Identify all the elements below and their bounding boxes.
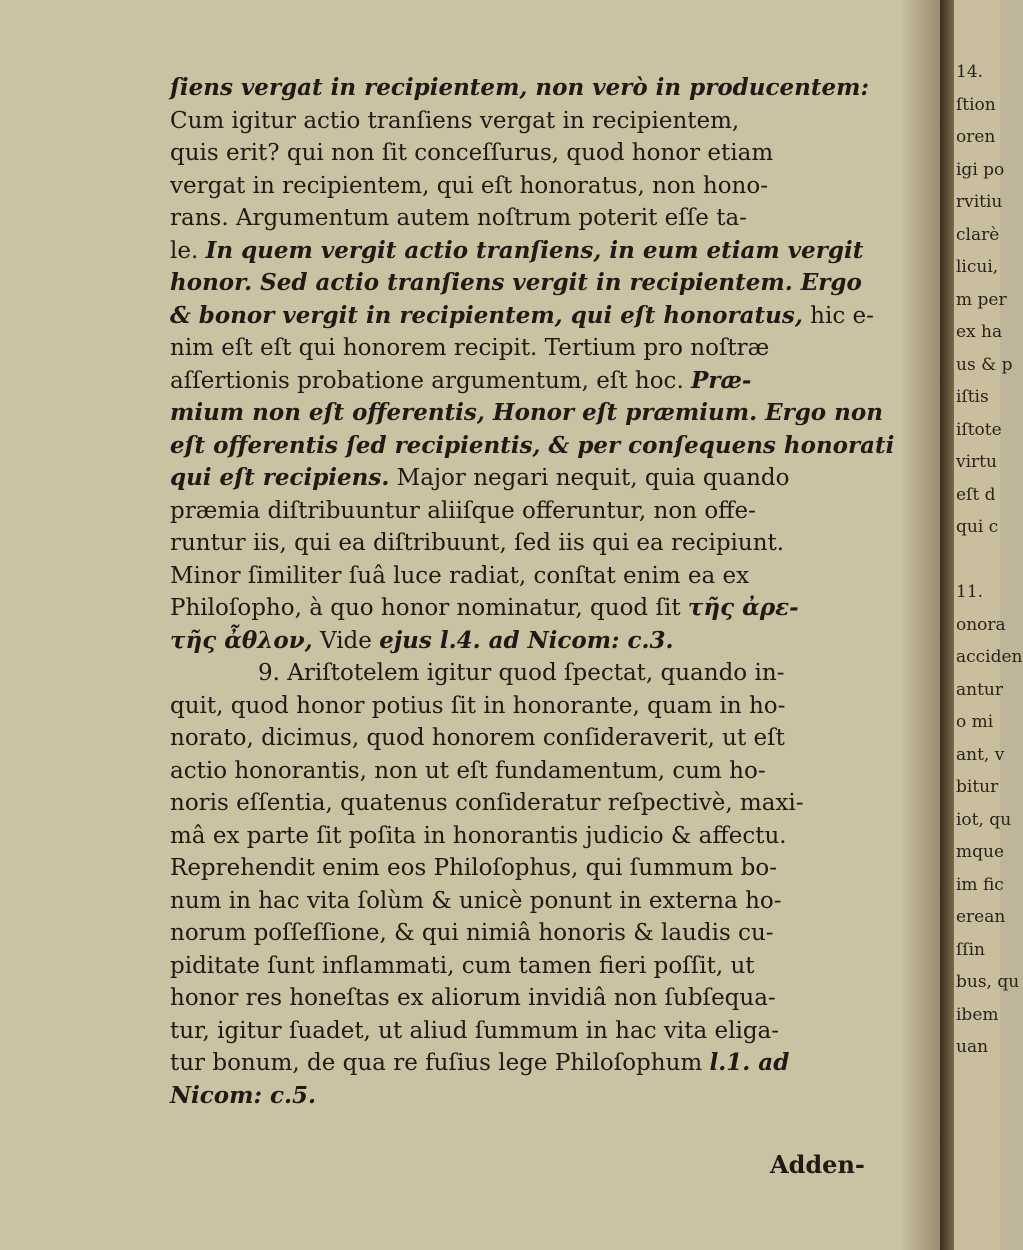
- facing-page-fragment: ibem: [956, 1004, 999, 1025]
- text-line: [170, 657, 882, 690]
- facing-page-fragment: eſt d: [956, 484, 996, 505]
- italic-segment: τῆς ἀρε-: [687, 594, 799, 621]
- text-segment: præmia diſtribuuntur aliiſque offeruntur, non offe-: [170, 497, 756, 524]
- text-segment: mâ ex parte ſit poſita in honorantis judicio & affectu.: [170, 822, 787, 849]
- text-line: [170, 1080, 882, 1113]
- text-line: [170, 625, 882, 658]
- facing-page-edge: [954, 0, 1023, 1250]
- italic-segment: ejus l.4. ad Nicom: c.3.: [379, 626, 674, 654]
- text-segment: quit, quod honor potius ſit in honorante, quam in ho-: [170, 692, 786, 719]
- italic-segment: τῆς ἆθλον,: [170, 626, 313, 654]
- facing-page-fragment: mque: [956, 842, 1005, 862]
- facing-page-fragment: iſtote: [956, 419, 1002, 440]
- text-line: [170, 527, 882, 560]
- text-segment: le.: [170, 237, 206, 264]
- text-line: [170, 235, 882, 268]
- text-segment: vergat in recipientem, qui eſt honoratus, non hono-: [170, 172, 768, 199]
- facing-page-fragment: rvitiu: [956, 192, 1003, 212]
- text-segment: num in hac vita ſolùm & unicè ponunt in externa ho-: [170, 887, 782, 914]
- italic-segment: ſiens vergat in recipientem, non verò in producentem:: [170, 74, 869, 101]
- text-line: [170, 1047, 882, 1080]
- facing-page-fragment: igi po: [956, 159, 1005, 180]
- facing-page-fragment: ex ha: [956, 322, 1003, 342]
- text-line: [170, 722, 882, 755]
- facing-page-fragment: im fic: [956, 874, 1004, 895]
- text-segment: Reprehendit enim eos Philoſophus, qui ſummum bo-: [170, 855, 778, 881]
- text-line: [170, 365, 882, 398]
- text-line: [170, 820, 882, 853]
- text-segment: Vide: [312, 627, 380, 654]
- text-line: [170, 430, 895, 463]
- italic-segment: honor. Sed actio tranſiens vergit in recipientem. Ergo: [170, 269, 862, 296]
- facing-page-fragment: licui,: [956, 257, 999, 277]
- facing-page-fragment: ant, v: [956, 744, 1005, 765]
- text-line: [170, 267, 882, 300]
- text-segment: runtur iis, qui ea diſtribuunt, ſed iis qui ea recipiunt.: [170, 530, 785, 556]
- text-line: [170, 982, 882, 1015]
- facing-page-fragment: us & p: [956, 354, 1013, 375]
- facing-page-fragment: 11.: [956, 582, 984, 602]
- text-line: [170, 397, 882, 430]
- text-segment: quis erit? qui non ſit conceſſurus, quod honor etiam: [170, 140, 774, 166]
- facing-page-fragment: acciden: [956, 647, 1023, 667]
- book-gutter: [940, 0, 954, 1250]
- italic-segment: mium non eſt offerentis, Honor eſt præmium. Ergo non: [170, 399, 883, 426]
- text-segment: 9. Ariſtotelem igitur quod ſpectat, quando in-: [258, 660, 785, 686]
- facing-page-fragment: clarè: [956, 224, 1000, 245]
- facing-page-fragment: oren: [956, 127, 996, 147]
- italic-segment: & bonor vergit in recipientem, qui eſt honoratus,: [170, 301, 803, 329]
- text-segment: nim eſt eſt qui honorem recipit. Tertium pro noſtræ: [170, 335, 770, 361]
- facing-page-fragment: iot, qu: [956, 809, 1012, 830]
- facing-page-fragment: 14.: [956, 62, 984, 82]
- text-line: [170, 787, 882, 820]
- facing-page-fragment: o mi: [956, 712, 994, 732]
- facing-page-fragment: virtu: [956, 452, 997, 472]
- text-line: [170, 885, 882, 918]
- text-line: [170, 495, 882, 528]
- italic-segment: Præ-: [691, 366, 752, 394]
- italic-segment: qui eſt recipiens.: [170, 464, 390, 491]
- text-line: [170, 462, 882, 495]
- facing-page-fragment: qui c: [956, 517, 999, 537]
- text-segment: Major negari nequit, quia quando: [389, 465, 790, 491]
- text-line: [170, 592, 882, 625]
- text-segment: norum poſſeſſione, & qui nimiâ honoris & laudis cu-: [170, 920, 774, 946]
- text-segment: tur, igitur ſuadet, ut aliud ſummum in hac vita eliga-: [170, 1017, 780, 1044]
- text-line: [170, 690, 882, 723]
- text-segment: honor res honeſtas ex aliorum invidiâ non ſubſequa-: [170, 985, 776, 1011]
- text-segment: rans. Argumentum autem noſtrum poterit eſſe ta-: [170, 205, 747, 231]
- facing-page-fragment: m per: [956, 289, 1007, 310]
- text-line: [170, 332, 882, 365]
- italic-segment: Nicom: c.5.: [170, 1081, 316, 1109]
- text-line: [170, 917, 882, 950]
- italic-segment: In quem vergit actio tranſiens, in eum etiam vergit: [205, 236, 864, 264]
- text-segment: hic e-: [802, 302, 874, 329]
- facing-page-fragment: ſſin: [956, 939, 985, 960]
- facing-page-fragment: erean: [956, 907, 1006, 927]
- main-text-block: [170, 72, 895, 1112]
- text-segment: noris eſſentia, quatenus conſideratur reſpectivè, maxi-: [170, 790, 804, 816]
- text-line: [170, 950, 882, 983]
- text-segment: norato, dicimus, quod honorem conſideraverit, ut eſt: [170, 725, 785, 751]
- text-segment: Cum igitur actio tranſiens vergat in recipientem,: [170, 107, 740, 134]
- text-line: [170, 72, 882, 105]
- italic-segment: l.1. ad: [709, 1049, 790, 1076]
- catchword: Adden-: [770, 1150, 865, 1179]
- text-line: [170, 852, 882, 885]
- text-segment: Minor ſimiliter ſuâ luce radiat, conſtat enim ea ex: [170, 562, 750, 589]
- text-line: [170, 560, 882, 593]
- text-line: [170, 137, 882, 170]
- text-line: [170, 300, 882, 333]
- text-line: [170, 1015, 882, 1048]
- text-segment: tur bonum, de qua re fuſius lege Philoſophum: [170, 1050, 710, 1076]
- facing-page-fragment: uan: [956, 1037, 989, 1057]
- facing-page-fragment: iſtis: [956, 387, 989, 407]
- facing-page-fragment: bus, qu: [956, 972, 1020, 992]
- text-line: [170, 170, 882, 203]
- facing-page-fragment: onora: [956, 614, 1006, 635]
- italic-segment: eſt offerentis ſed recipientis, & per conſequens honorati: [170, 431, 895, 459]
- facing-page-fragment: ſtion: [956, 94, 996, 115]
- text-segment: aſſertionis probatione argumentum, eſt hoc.: [170, 367, 692, 394]
- facing-page-fragment: bitur: [956, 777, 999, 797]
- text-segment: piditate ſunt inflammati, cum tamen fieri poſſit, ut: [170, 952, 755, 979]
- text-segment: actio honorantis, non ut eſt fundamentum, cum ho-: [170, 757, 766, 784]
- text-line: [170, 202, 882, 235]
- facing-page-fragment: antur: [956, 679, 1003, 700]
- text-line: [170, 755, 882, 788]
- text-line: [170, 105, 882, 138]
- text-segment: Philoſopho, à quo honor nominatur, quod ſit: [170, 595, 688, 621]
